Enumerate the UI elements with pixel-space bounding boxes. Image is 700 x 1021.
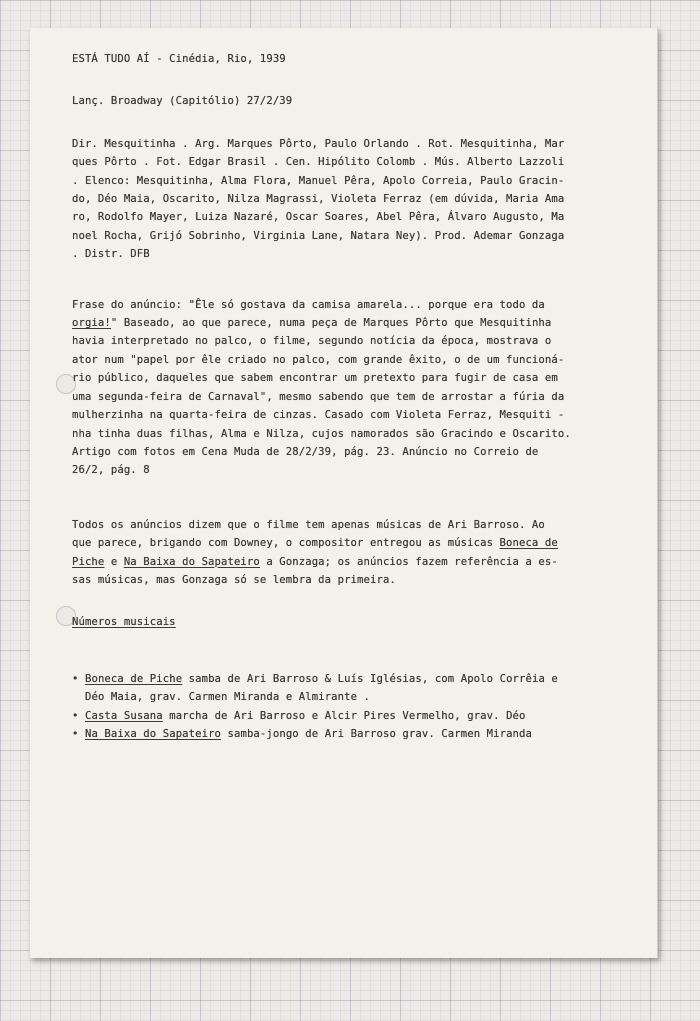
notes-line: Artigo com fotos em Cena Muda de 28/2/39, pág. 23. Anúncio no Correio de <box>72 445 539 458</box>
credits-line: noel Rocha, Grijó Sobrinho, Virginia Lane, Natara Ney). Prod. Ademar Gonzaga <box>72 229 565 242</box>
credits-line: Dir. Mesquitinha . Arg. Marques Pôrto, Paulo Orlando . Rot. Mesquitinha, Mar <box>72 137 565 150</box>
heading-underlined: Números musicais <box>72 616 176 629</box>
song-title-underlined: Na Baixa do Sapateiro <box>123 555 260 568</box>
bullet-icon: • <box>72 709 79 722</box>
bullet-icon: • <box>72 672 79 685</box>
notes-line: Frase do anúncio: "Êle só gostava da camisa amarela... porque era todo da <box>72 298 545 311</box>
film-title-line: ESTÁ TUDO AÍ - Cinédia, Rio, 1939 <box>72 53 286 65</box>
song-title-underlined: Boneca de <box>499 537 558 550</box>
bullet-icon: • <box>72 727 79 740</box>
music-note-line <box>72 534 632 552</box>
notes-line: 26/2, pág. 8 <box>72 464 150 477</box>
musical-numbers-heading <box>72 613 632 631</box>
song-title-underlined: Piche <box>72 555 105 568</box>
music-note-text: que parece, brigando com Downey, o compositor entregou as músicas <box>72 537 500 550</box>
credits-line: do, Déo Maia, Oscarito, Nilza Magrassi, Violeta Ferraz (em dúvida, Maria Ama <box>72 193 565 206</box>
notes-line: havia interpretado no palco, o filme, segundo notícia da época, mostrava o <box>72 335 552 348</box>
list-item <box>72 707 632 725</box>
credits-line: ro, Rodolfo Mayer, Luiza Nazaré, Oscar Soares, Abel Pêra, Álvaro Augusto, Ma <box>72 211 565 224</box>
credits-line: . Distr. DFB <box>72 248 150 261</box>
song-title: Casta Susana <box>85 709 163 722</box>
song-title: Na Baixa do Sapateiro <box>85 727 222 740</box>
credits-line: . Elenco: Mesquitinha, Alma Flora, Manuel Pêra, Apolo Correia, Paulo Gracin- <box>72 174 565 187</box>
list-item <box>72 725 632 743</box>
typed-text <box>72 50 632 743</box>
notes-line: ator num "papel por êle criado no palco, com grande êxito, o de um funcioná- <box>72 353 565 366</box>
credits-block <box>72 135 632 264</box>
notes-line: nha tinha duas filhas, Alma e Nilza, cujos namorados são Gracindo e Oscarito. <box>72 427 571 440</box>
notes-line: rio público, daqueles que sabem encontrar um pretexto para fugir de casa em <box>72 372 558 385</box>
notes-line: uma segunda-feira de Carnaval", mesmo sabendo que tem de arrostar a fúria da <box>72 390 565 403</box>
music-note-text: a Gonzaga; os anúncios fazem referência a es- <box>259 555 558 568</box>
song-details: Déo Maia, grav. Carmen Miranda e Almirante . <box>85 691 371 704</box>
credits-line: ques Pôrto . Fot. Edgar Brasil . Cen. Hipólito Colomb . Mús. Alberto Lazzoli <box>72 156 565 169</box>
song-details: samba de Ari Barroso & Luís Iglésias, com Apolo Corrêia e <box>182 672 558 685</box>
notes-line: mulherzinha na quarta-feira de cinzas. Casado com Violeta Ferraz, Mesquiti - <box>72 409 565 422</box>
music-note-line: sas músicas, mas Gonzaga só se lembra da primeira. <box>72 573 396 586</box>
musical-numbers-list <box>72 670 632 744</box>
music-note-block <box>72 516 632 590</box>
music-note-line <box>72 553 632 571</box>
notes-line-rest: " Baseado, ao que parece, numa peça de Marques Pôrto que Mesquitinha <box>110 317 552 330</box>
music-note-line: Todos os anúncios dizem que o filme tem apenas músicas de Ari Barroso. Ao <box>72 518 545 531</box>
release-line: Lanç. Broadway (Capitólio) 27/2/39 <box>72 95 293 108</box>
notes-block <box>72 296 632 480</box>
song-title: Boneca de Piche <box>85 672 183 685</box>
notes-line <box>72 314 632 332</box>
music-note-text: e <box>104 555 124 568</box>
song-details: samba-jongo de Ari Barroso grav. Carmen Miranda <box>221 727 532 740</box>
list-item <box>72 670 632 707</box>
song-details: marcha de Ari Barroso e Alcir Pires Vermelho, grav. Déo <box>162 709 526 722</box>
underlined-word: orgia! <box>72 317 111 330</box>
